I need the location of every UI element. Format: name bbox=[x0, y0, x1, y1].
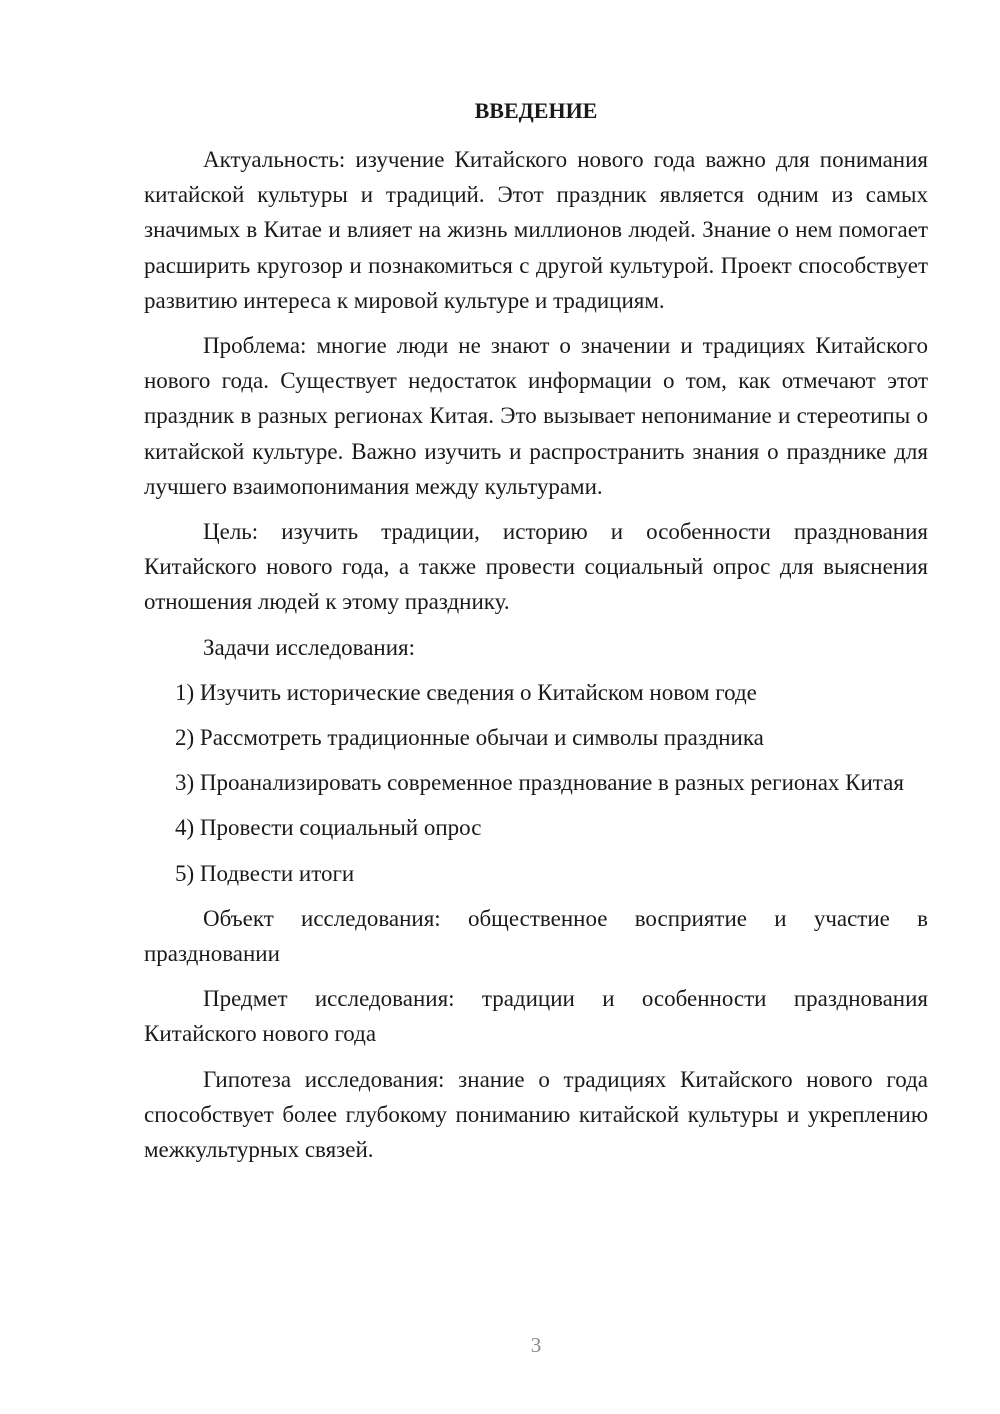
tasks-heading: Задачи исследования: bbox=[203, 634, 416, 660]
relevance-paragraph: Актуальность: изучение Китайского нового года важно для понимания китайской культуры и традиций. Этот праздник является одним из самых значимых в Китае и влияет на жизнь миллионов людей. Знание о нем помогает расширить кругозор и познакомиться с другой культурой. Проект способствует развитию интереса к мировой культуре и традициям. bbox=[144, 147, 928, 313]
task-item-3: 3) Проанализировать современное празднование в разных регионах Китая bbox=[175, 770, 904, 796]
subject-paragraph: Предмет исследования: традиции и особенности празднования Китайского нового года bbox=[144, 986, 928, 1047]
object-paragraph: Объект исследования: общественное восприятие и участие в праздновании bbox=[144, 905, 928, 967]
page-number: 3 bbox=[530, 1333, 542, 1357]
task-item-5: 5) Подвести итоги bbox=[175, 860, 355, 886]
task-item-4: 4) Провести социальный опрос bbox=[175, 815, 482, 841]
document-page bbox=[144, 94, 928, 1177]
goal-paragraph: Цель: изучить традиции, историю и особенности празднования Китайского нового года, а также провести социальный опрос для выяснения отношения людей к этому празднику. bbox=[144, 519, 928, 615]
hypothesis-paragraph: Гипотеза исследования: знание о традициях Китайского нового года способствует более глубокому пониманию китайской культуры и укреплению межкультурных связей. bbox=[144, 1066, 928, 1163]
task-item-1: 1) Изучить исторические сведения о Китайском новом годе bbox=[175, 679, 757, 705]
section-title: ВВЕДЕНИЕ bbox=[474, 98, 598, 123]
problem-paragraph: Проблема: многие люди не знают о значении и традициях Китайского нового года. Существует недостаток информации о том, как отмечают этот праздник в разных регионах Китая. Это вызывает непонимание и стереотипы о китайской культуре. Важно изучить и распространить знания о празднике для лучшего взаимопонимания между культурами. bbox=[144, 333, 928, 499]
task-item-2: 2) Рассмотреть традиционные обычаи и символы праздника bbox=[175, 725, 764, 751]
